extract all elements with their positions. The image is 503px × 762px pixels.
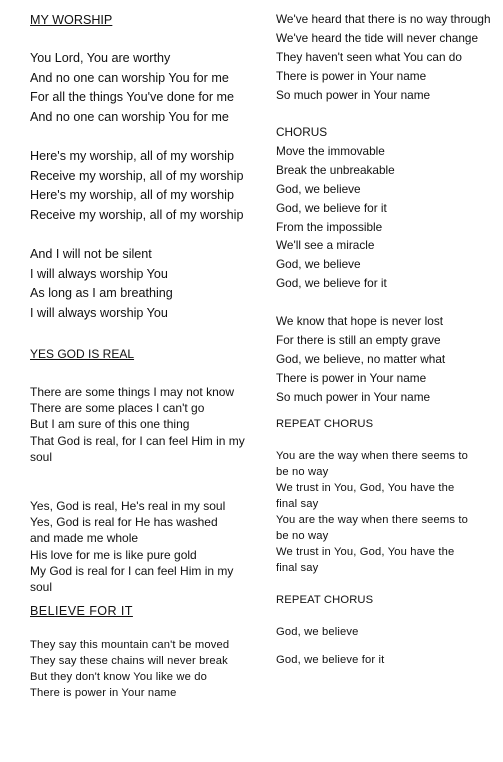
- yes-god-is-real-title: YES GOD IS REAL: [30, 347, 135, 361]
- lyric-line: His love for me is like pure gold: [30, 547, 197, 562]
- lyric-line: For there is still an empty grave: [276, 332, 441, 347]
- lyric-line: They haven't seen what You can do: [276, 49, 462, 64]
- yes-god-is-real-stanza-2: [30, 498, 250, 595]
- lyric-line: So much power in Your name: [276, 87, 431, 102]
- lyric-line: God, we believe: [276, 257, 361, 272]
- lyric-line: From the impossible: [276, 219, 383, 234]
- lyric-line: But they don't know You like we do: [30, 671, 208, 683]
- lyric-line: I will always worship You: [30, 305, 168, 320]
- lyric-line: They say this mountain can't be moved: [30, 639, 230, 651]
- lyric-line: You Lord, You are worthy: [30, 51, 171, 65]
- lyric-line: We've heard that there is no way through: [276, 12, 491, 26]
- repeat-chorus-label: REPEAT CHORUS: [276, 594, 374, 606]
- lyric-line: And no one can worship You for me: [30, 109, 229, 124]
- lyric-line: There is power in Your name: [276, 370, 427, 385]
- lyric-line: We trust in You, God, You have the final say: [276, 546, 455, 574]
- lyric-line: Receive my worship, all of my worship: [30, 168, 244, 183]
- lyric-line: For all the things You've done for me: [30, 90, 235, 104]
- lyric-line: Here's my worship, all of my worship: [30, 188, 234, 202]
- lyric-line: And I will not be silent: [30, 247, 152, 261]
- believe-for-it-bridge: [276, 448, 476, 576]
- believe-for-it-stanza-1: [30, 637, 235, 701]
- lyric-line: There is power in Your name: [30, 687, 177, 699]
- lyric-line: Break the unbreakable: [276, 162, 395, 177]
- lyric-line: Yes, God is real, He's real in my soul: [30, 499, 226, 513]
- lyric-line: And no one can worship You for me: [30, 70, 229, 85]
- repeat-chorus-label: REPEAT CHORUS: [276, 418, 374, 430]
- lyric-line: We'll see a miracle: [276, 238, 375, 253]
- lyric-line: They say these chains will never break: [30, 655, 228, 667]
- yes-god-is-real-stanza-1: [30, 384, 250, 465]
- lyric-line: God, we believe, no matter what: [276, 351, 446, 366]
- lyric-line: But I am sure of this one thing: [30, 417, 190, 432]
- lyric-line: We know that hope is never lost: [276, 314, 443, 328]
- lyric-line: You are the way when there seems to be no way: [276, 450, 469, 478]
- lyric-line: We trust in You, God, You have the final say: [276, 482, 455, 510]
- lyric-line: God, we believe for it: [276, 276, 387, 291]
- lyric-line: Yes, God is real for He has washed and made me whole: [30, 515, 218, 546]
- lyric-line: Move the immovable: [276, 143, 385, 158]
- believe-for-it-stanza-2: [276, 10, 491, 105]
- lyric-line: God, we believe: [276, 181, 361, 196]
- chorus-label: CHORUS: [276, 125, 328, 139]
- my-worship-stanza-3: [30, 245, 173, 323]
- lyric-line: So much power in Your name: [276, 389, 431, 404]
- lyric-line: You are the way when there seems to be no way: [276, 514, 469, 542]
- lyric-line: Receive my worship, all of my worship: [30, 207, 244, 222]
- my-worship-title: MY WORSHIP: [30, 13, 113, 27]
- lyric-line: That God is real, for I can feel Him in my soul: [30, 433, 245, 464]
- lyric-line: There are some things I may not know: [30, 385, 235, 399]
- lyric-line: God, we believe for it: [276, 200, 387, 215]
- lyric-line: There is power in Your name: [276, 68, 427, 83]
- ending-line: God, we believe: [276, 626, 359, 638]
- believe-for-it-chorus: [276, 123, 395, 293]
- my-worship-stanza-1: [30, 49, 234, 127]
- lyric-line: Here's my worship, all of my worship: [30, 149, 234, 163]
- lyric-line: We've heard the tide will never change: [276, 30, 479, 45]
- lyric-line: I will always worship You: [30, 266, 168, 281]
- lyric-line: There are some places I can't go: [30, 401, 205, 416]
- lyric-line: As long as I am breathing: [30, 286, 173, 300]
- ending-line: God, we believe for it: [276, 654, 385, 666]
- believe-for-it-stanza-3: [276, 312, 445, 407]
- lyric-line: My God is real for I can feel Him in my soul: [30, 563, 234, 595]
- believe-for-it-title: BELIEVE FOR IT: [30, 604, 133, 618]
- my-worship-stanza-2: [30, 147, 243, 225]
